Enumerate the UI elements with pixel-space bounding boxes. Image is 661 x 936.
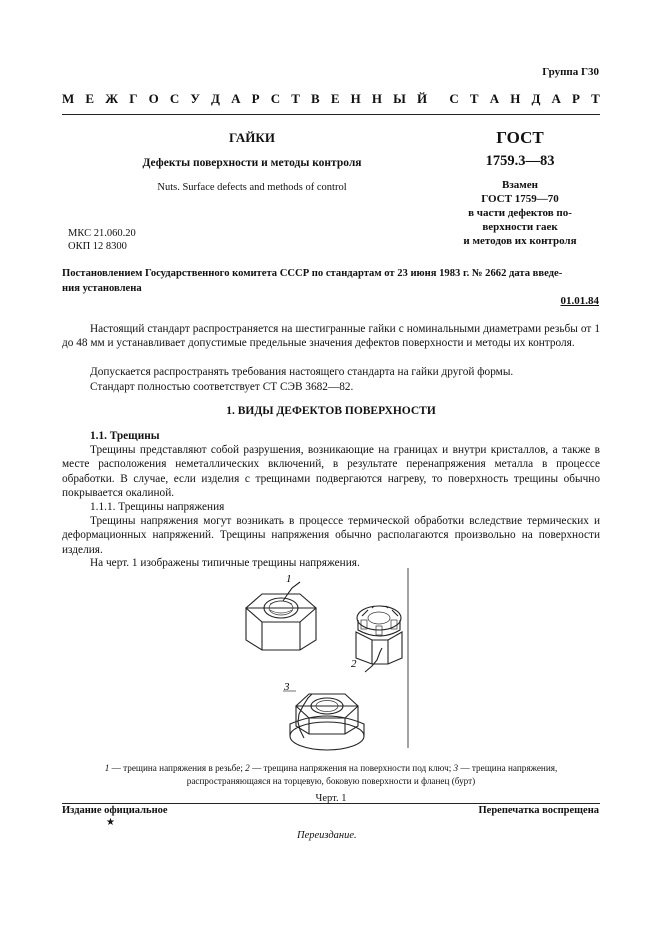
heading-letter: В <box>311 91 320 106</box>
heading-letter: У <box>190 91 200 106</box>
legend-2-text: — трещина напряжения на поверхности под ключ; <box>249 763 454 773</box>
subsection-1-1-1-heading: 1.1.1. Трещины напряжения <box>90 501 225 513</box>
gost-label: ГОСТ <box>496 128 544 147</box>
legend-2-number: 2 <box>245 763 250 773</box>
footer-rule <box>62 803 600 804</box>
heading-letter: Е <box>85 91 95 106</box>
mks-code: МКС 21.060.20 <box>68 228 136 239</box>
legend-3-number: 3 <box>453 763 459 773</box>
legend-1-text: — трещина напряжения в резьбе; <box>109 763 246 773</box>
figure-legend-line-1 <box>62 763 600 773</box>
heading-letter: Д <box>531 91 541 106</box>
heading-letter: Ы <box>393 91 406 106</box>
heading-letter: Т <box>591 91 600 106</box>
heading-letter: Н <box>350 91 361 106</box>
heading-letter: А <box>489 91 500 106</box>
nuts-figure <box>0 560 661 765</box>
heading-letter: Н <box>371 91 382 106</box>
gost-number: 1759.3—83 <box>485 153 555 169</box>
replaces-line: Взамен <box>502 179 538 191</box>
english-title: Nuts. Surface defects and methods of control <box>157 182 347 193</box>
flange-nut-drawing <box>283 681 364 750</box>
star-mark: ★ <box>106 817 115 828</box>
subsection-1-1-heading: 1.1. Трещины <box>90 430 160 442</box>
document-subtitle: Дефекты поверхности и методы контроля <box>142 157 362 169</box>
replaces-line: ГОСТ 1759—70 <box>481 193 559 205</box>
heading-letter: Р <box>251 91 260 106</box>
heading-letter: С <box>270 91 281 106</box>
figure-label-2: 2 <box>351 658 357 670</box>
heading-letter: С <box>449 91 459 106</box>
castle-nut-drawing <box>351 606 402 672</box>
official-edition: Издание официальное <box>62 805 168 816</box>
okp-code: ОКП 12 8300 <box>68 241 127 252</box>
header-rule <box>62 114 600 115</box>
interstate-standard-heading <box>62 91 600 107</box>
decree-line-2: ния установлена <box>62 283 142 294</box>
hex-nut-drawing <box>246 573 316 650</box>
heading-letter: А <box>231 91 241 106</box>
stress-cracks-paragraph: Трещины напряжения могут возникать в процессе термической обработки вследствие термических и деформационных напряжений. Трещины напряжения обычно располагаются произвольно на поверхности изделия. <box>62 515 600 556</box>
cracks-paragraph: Трещины представляют собой разрушения, возникающие на границах и внутри кристаллов, а также в месте расположения неметаллических включений, в результате перенапряжения металла в процессе обработки. В случае, если изделия с трещинами подвергаются нагреву, то поверхность трещины обычно покрывается окалиной. <box>62 444 600 499</box>
reissue-note: Переиздание. <box>297 830 357 841</box>
heading-letter: Т <box>291 91 300 106</box>
section-1-heading: 1. ВИДЫ ДЕФЕКТОВ ПОВЕРХНОСТИ <box>226 405 436 417</box>
heading-letter: Н <box>510 91 521 106</box>
figure-label-1: 1 <box>286 573 292 585</box>
replaces-note <box>440 178 600 248</box>
effective-date: 01.01.84 <box>560 295 599 307</box>
heading-letter: Й <box>417 91 428 106</box>
heading-letter: А <box>551 91 561 106</box>
legend-3-text: — трещина напряжения, <box>458 763 558 773</box>
figure-caption: Черт. 1 <box>315 793 347 804</box>
document-title: ГАЙКИ <box>229 130 275 145</box>
group-label: Группа Г30 <box>542 66 599 78</box>
heading-letter: Ж <box>105 91 119 106</box>
figure-legend-line-2: распространяющаяся на торцевую, боковую поверхности и фланец (бурт) <box>186 776 476 786</box>
figure-reference: На черт. 1 изображены типичные трещины напряжения. <box>90 557 360 569</box>
heading-letter: Р <box>572 91 580 106</box>
figure-label-3: 3 <box>284 681 290 693</box>
heading-letter: Е <box>330 91 340 106</box>
legend-1-number: 1 <box>104 763 110 773</box>
replaces-line: в части дефектов по- <box>468 207 572 219</box>
heading-letter: М <box>62 91 75 106</box>
intro-paragraph-2: Допускается распространять требования настоящего стандарта на гайки другой формы. <box>90 366 514 378</box>
intro-paragraph-1: Настоящий стандарт распространяется на шестигранные гайки с номинальными диаметрами резьбы от 1 до 48 мм и устанавливает допустимые предельные значения дефектов поверхности и методы их контроля. <box>62 323 600 350</box>
reprint-prohibited: Перепечатка воспрещена <box>478 805 599 816</box>
replaces-line: верхности гаек <box>482 221 558 233</box>
intro-paragraph-3: Стандарт полностью соответствует СТ СЭВ 3682—82. <box>90 381 354 393</box>
heading-letter: Т <box>469 91 479 106</box>
heading-letter: Г <box>129 91 138 106</box>
heading-letter: Д <box>211 91 220 106</box>
replaces-line: и методов их контроля <box>463 235 577 247</box>
heading-letter: О <box>148 91 159 106</box>
decree-line-1: Постановлением Государственного комитета СССР по стандартам от 23 июня 1983 г. № 2662 дата введе- <box>62 268 563 279</box>
heading-letter: С <box>169 91 180 106</box>
